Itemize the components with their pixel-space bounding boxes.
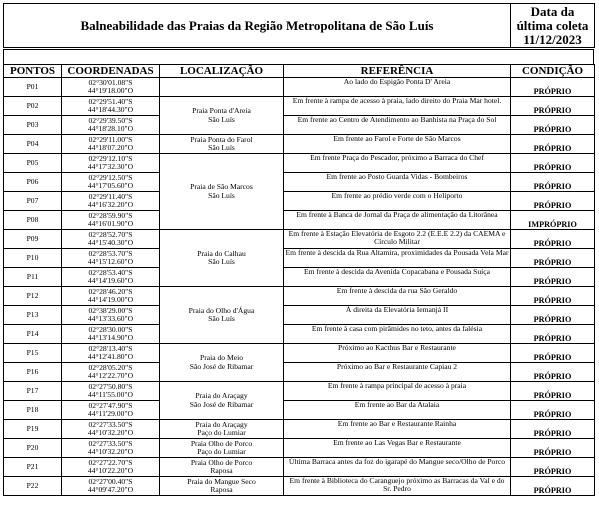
table-row <box>4 458 595 477</box>
latitude: 02°28'30.00"S <box>88 324 133 334</box>
longitude: 44°13'33.60"O <box>87 314 134 323</box>
location-cell <box>160 154 284 230</box>
reference-cell: Em frente ao Farol e Forte de São Marcos <box>284 135 511 154</box>
coordinate-cell <box>62 249 160 268</box>
ponto-cell: P07 <box>4 192 62 211</box>
condition-cell: PRÓPRIO <box>511 97 595 116</box>
table-row <box>4 211 595 230</box>
longitude: 44°16'32.20"O <box>87 200 134 209</box>
longitude: 44°19'18.00"O <box>87 86 134 95</box>
latitude: 02°29'51.40"S <box>88 96 133 106</box>
table-row <box>4 420 595 439</box>
latitude: 02°29'12.10"S <box>88 153 133 163</box>
longitude: 44°18'44.30"O <box>87 105 134 114</box>
condition-cell: PRÓPRIO <box>511 173 595 192</box>
location-cell <box>160 439 284 458</box>
column-header-localizacao: LOCALIZAÇÃO <box>160 65 284 78</box>
longitude: 44°15'12.60"O <box>87 257 134 266</box>
longitude: 44°12'22.70"O <box>87 371 134 380</box>
city-name: Paço do Lumiar <box>197 447 246 456</box>
reference-cell: Em frente ao Bar e Restaurante Rainha <box>284 420 511 439</box>
latitude: 02°27'22.70"S <box>88 457 133 467</box>
ponto-cell: P16 <box>4 363 62 382</box>
beach-name: Praia do Mangue Seco <box>187 476 256 486</box>
reference-cell: Em frente ao Bar da Atalaia <box>284 401 511 420</box>
longitude: 44°18'07.20"O <box>87 143 134 152</box>
latitude: 02°29'12.50"S <box>88 172 133 182</box>
location-cell <box>160 420 284 439</box>
condition-cell: PRÓPRIO <box>511 230 595 249</box>
date-label-line3: 11/12/2023 <box>523 31 582 47</box>
beach-name: Praia Olho de Porco <box>190 438 253 448</box>
longitude: 44°15'40.30"O <box>87 238 134 247</box>
city-name: Raposa <box>210 466 233 475</box>
condition-cell: PRÓPRIO <box>511 439 595 458</box>
ponto-cell: P01 <box>4 78 62 97</box>
beach-name: Praia Ponta d'Areia <box>192 106 251 116</box>
reference-cell: Última Barraca antes da foz do igarapé do Mangue seco/Olho de Porco <box>284 458 511 477</box>
ponto-cell: P10 <box>4 249 62 268</box>
city-name: São Luís <box>208 257 235 266</box>
condition-cell: PRÓPRIO <box>511 154 595 173</box>
longitude: 44°11'55.00"O <box>88 390 133 399</box>
location-cell <box>160 382 284 420</box>
reference-cell: Em frente ao prédio verde com o Heliporto <box>284 192 511 211</box>
latitude: 02°38'29.00"S <box>88 305 133 315</box>
table-row <box>4 116 595 135</box>
table-row <box>4 97 595 116</box>
column-header-condicao: CONDIÇÃO <box>511 65 595 78</box>
coordinate-cell <box>62 135 160 154</box>
latitude: 02°30'01.08"S <box>88 77 133 87</box>
ponto-cell: P18 <box>4 401 62 420</box>
reference-cell: Em frente à descida da Avenida Copacabana e Pousada Suíça <box>284 268 511 287</box>
coordinate-cell <box>62 458 160 477</box>
reference-cell: Em frente à Banca de Jornal da Praça de alimentação da Litorânea <box>284 211 511 230</box>
city-name: São José de Ribamar <box>189 361 254 371</box>
condition-cell: PRÓPRIO <box>511 268 595 287</box>
reference-cell: Em frente à rampa de acesso à praia, lado direito do Praia Mar hotel. <box>284 97 511 116</box>
table-row <box>4 363 595 382</box>
longitude: 44°17'32.30"O <box>87 162 134 171</box>
reference-cell: Em frente à Estação Elevatória de Esgoto 2.2 (E.E.E 2.2) da CAEMA e Círculo Militar <box>284 230 511 249</box>
reference-cell: Em frente à Biblioteca do Caranguejo próximo as Barracas da Val e do Sr. Pedro <box>284 477 511 496</box>
ponto-cell: P04 <box>4 135 62 154</box>
condition-cell: PRÓPRIO <box>511 382 595 401</box>
coordinate-cell <box>62 306 160 325</box>
location-cell <box>160 344 284 382</box>
reference-cell: À direita da Elevatória Iemanjá II <box>284 306 511 325</box>
date-label-line1: Data da <box>530 3 575 19</box>
table-row <box>4 192 595 211</box>
longitude: 44°18'28.10"O <box>87 124 134 133</box>
coordinate-cell <box>62 268 160 287</box>
reference-cell: Próximo ao Kacthus Bar e Restaurante <box>284 344 511 363</box>
beach-name: Praia Olho de Porco <box>190 457 253 467</box>
latitude: 02°28'59.90"S <box>88 210 133 220</box>
ponto-cell: P02 <box>4 97 62 116</box>
table-row <box>4 268 595 287</box>
reference-cell: Ao lado do Espigão Ponta D' Areia <box>284 78 511 97</box>
table-row <box>4 249 595 268</box>
latitude: 02°27'50.80"S <box>88 381 133 391</box>
coordinate-cell <box>62 344 160 363</box>
longitude: 44°13'14.90"O <box>87 333 134 342</box>
city-name: São Luís <box>208 114 235 124</box>
table-row <box>4 135 595 154</box>
table-row <box>4 78 595 97</box>
longitude: 44°16'01.90"O <box>87 219 134 228</box>
condition-cell: PRÓPRIO <box>511 363 595 382</box>
condition-cell: PRÓPRIO <box>511 116 595 135</box>
coordinate-cell <box>62 363 160 382</box>
condition-cell: PRÓPRIO <box>511 287 595 306</box>
coordinate-cell <box>62 230 160 249</box>
latitude: 02°29'11.40"S <box>88 191 133 201</box>
reference-cell: Em frente ao Centro de Atendimento ao Banhista na Praça do Sol <box>284 116 511 135</box>
ponto-cell: P21 <box>4 458 62 477</box>
column-header-coordenadas: COORDENADAS <box>62 65 160 78</box>
latitude: 02°29'39.50"S <box>88 115 133 125</box>
table-row <box>4 477 595 496</box>
latitude: 02°28'52.70"S <box>88 229 133 239</box>
coordinate-cell <box>62 116 160 135</box>
condition-cell: PRÓPRIO <box>511 458 595 477</box>
beach-name: Praia do Calhau <box>197 248 246 258</box>
table-row <box>4 230 595 249</box>
ponto-cell: P12 <box>4 287 62 306</box>
reference-cell: Em frente à descida da Rua Altamira, proximidades da Pousada Vela Mar <box>284 249 511 268</box>
ponto-cell: P06 <box>4 173 62 192</box>
coordinate-cell <box>62 401 160 420</box>
coordinate-cell <box>62 192 160 211</box>
reference-cell: Em frente à descida da rua São Geraldo <box>284 287 511 306</box>
coordinate-cell <box>62 78 160 97</box>
reference-cell: Próximo ao Bar e Restaurante Capiau 2 <box>284 363 511 382</box>
ponto-cell: P11 <box>4 268 62 287</box>
longitude: 44°12'41.80"O <box>87 352 134 361</box>
beach-name: Praia de São Marcos <box>190 182 253 192</box>
ponto-cell: P13 <box>4 306 62 325</box>
spacer-row <box>3 49 594 65</box>
ponto-cell: P03 <box>4 116 62 135</box>
longitude: 44°14'19.00"O <box>87 295 134 304</box>
table-row <box>4 382 595 401</box>
coordinate-cell <box>62 477 160 496</box>
condition-cell: PRÓPRIO <box>511 78 595 97</box>
condition-cell: PRÓPRIO <box>511 420 595 439</box>
latitude: 02°27'47.90"S <box>88 400 133 410</box>
condition-cell: PRÓPRIO <box>511 135 595 154</box>
latitude: 02°29'11.00"S <box>88 134 133 144</box>
condition-cell: PRÓPRIO <box>511 325 595 344</box>
condition-cell: PRÓPRIO <box>511 477 595 496</box>
beach-name: Praia do Araçagy <box>195 391 248 401</box>
condition-cell: PRÓPRIO <box>511 249 595 268</box>
city-name: Raposa <box>210 485 233 494</box>
table-row <box>4 344 595 363</box>
table-row <box>4 306 595 325</box>
coordinate-cell <box>62 287 160 306</box>
table-row <box>4 325 595 344</box>
ponto-cell: P05 <box>4 154 62 173</box>
coordinate-cell <box>62 154 160 173</box>
latitude: 02°28'46.20"S <box>88 286 133 296</box>
condition-cell: PRÓPRIO <box>511 344 595 363</box>
location-cell <box>160 458 284 477</box>
reference-cell: Em frente ao Las Vegas Bar e Restaurante <box>284 439 511 458</box>
reference-cell: Em frente à rampa principal de acesso à praia <box>284 382 511 401</box>
ponto-cell: P22 <box>4 477 62 496</box>
table-header-row <box>4 65 595 78</box>
condition-cell: IMPRÓPRIO <box>511 211 595 230</box>
column-header-referencia: REFERÊNCIA <box>284 65 511 78</box>
beach-name: Praia do Meio <box>199 353 244 363</box>
title-table <box>3 3 595 48</box>
beach-name: Praia do Olho d'Água <box>188 305 255 315</box>
ponto-cell: P20 <box>4 439 62 458</box>
ponto-cell: P19 <box>4 420 62 439</box>
location-cell <box>160 477 284 496</box>
latitude: 02°27'00.40"S <box>88 476 133 486</box>
latitude: 02°28'53.70"S <box>88 248 133 258</box>
longitude: 44°10'32.20"O <box>87 428 134 437</box>
page-title: Balneabilidade das Praias da Região Metropolitana de São Luís <box>4 4 511 48</box>
longitude: 44°10'22.20"O <box>87 466 134 475</box>
table-row <box>4 173 595 192</box>
table-row <box>4 287 595 306</box>
coordinate-cell <box>62 439 160 458</box>
coordinate-cell <box>62 211 160 230</box>
beach-name: Praia Ponta do Farol <box>190 134 253 144</box>
ponto-cell: P14 <box>4 325 62 344</box>
longitude: 44°09'47.20"O <box>87 485 134 494</box>
date-label-line2: última coleta <box>516 17 589 33</box>
location-cell <box>160 78 284 97</box>
coordinate-cell <box>62 325 160 344</box>
beach-table <box>3 64 595 496</box>
coordinate-cell <box>62 420 160 439</box>
coordinate-cell <box>62 173 160 192</box>
table-row <box>4 401 595 420</box>
location-cell <box>160 287 284 344</box>
column-header-pontos: PONTOS <box>4 65 62 78</box>
reference-cell: Em frente à casa com pirâmides no teto, antes da falésia <box>284 325 511 344</box>
city-name: São Luís <box>208 143 235 152</box>
longitude: 44°14'19.60"O <box>87 276 134 285</box>
beach-name: Praia do Araçagy <box>195 419 248 429</box>
longitude: 44°17'05.60"O <box>87 181 134 190</box>
condition-cell: PRÓPRIO <box>511 306 595 325</box>
ponto-cell: P17 <box>4 382 62 401</box>
reference-cell: Em frente ao Posto Guarda Vidas - Bombeiros <box>284 173 511 192</box>
ponto-cell: P08 <box>4 211 62 230</box>
last-collection-date-header <box>511 4 595 48</box>
longitude: 44°11'29.00"O <box>88 409 133 418</box>
latitude: 02°28'05.20"S <box>88 362 133 372</box>
longitude: 44°10'32.20"O <box>87 447 134 456</box>
condition-cell: PRÓPRIO <box>511 401 595 420</box>
coordinate-cell <box>62 97 160 116</box>
latitude: 02°28'53.40"S <box>88 267 133 277</box>
latitude: 02°28'13.40"S <box>88 343 133 353</box>
location-cell <box>160 97 284 135</box>
city-name: São Luís <box>208 190 235 200</box>
reference-cell: Em frente Praça do Pescador, próximo a Barraca do Chef <box>284 154 511 173</box>
location-cell <box>160 230 284 287</box>
city-name: São José de Ribamar <box>189 399 254 409</box>
ponto-cell: P09 <box>4 230 62 249</box>
location-cell <box>160 135 284 154</box>
condition-cell: PRÓPRIO <box>511 192 595 211</box>
latitude: 02°27'33.50"S <box>88 419 133 429</box>
city-name: Paço do Lumiar <box>197 428 246 437</box>
latitude: 02°27'33.50"S <box>88 438 133 448</box>
coordinate-cell <box>62 382 160 401</box>
city-name: São Luís <box>208 314 235 323</box>
ponto-cell: P15 <box>4 344 62 363</box>
table-row <box>4 439 595 458</box>
table-row <box>4 154 595 173</box>
